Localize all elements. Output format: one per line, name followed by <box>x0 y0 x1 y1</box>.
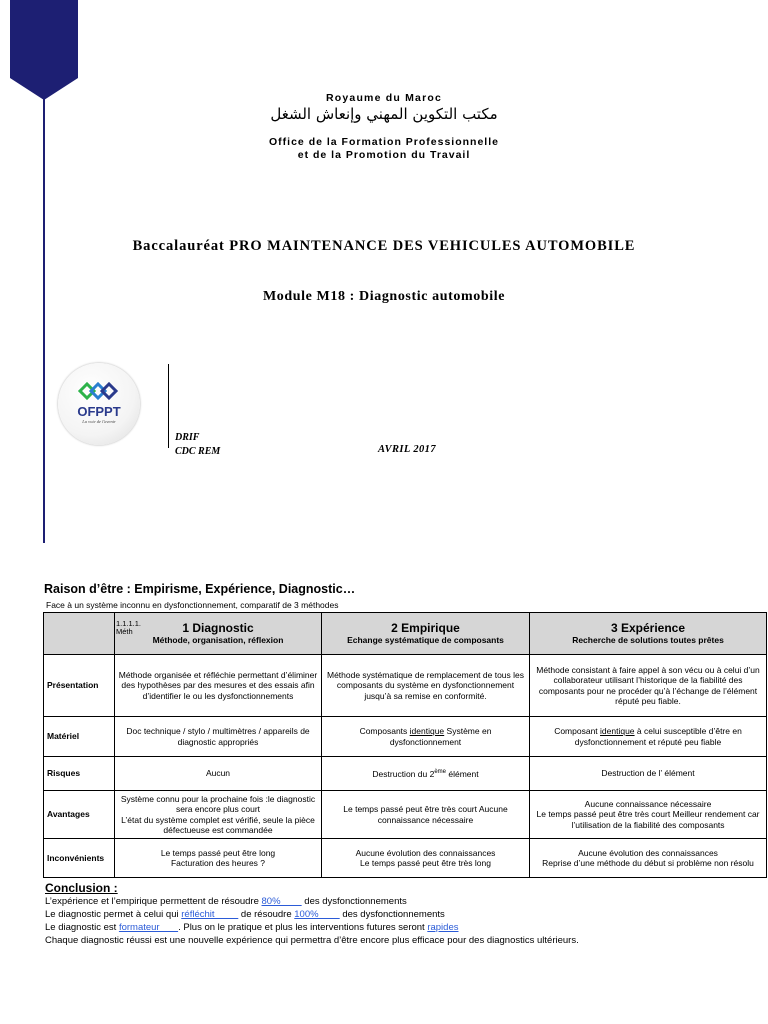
row-label-presentation: Présentation <box>44 655 115 717</box>
ofppt-logo-icon <box>78 381 120 401</box>
cell-text: Aucune évolution des connaissances <box>578 847 718 858</box>
corner-line-2: Méth <box>116 627 133 636</box>
logo-tagline: La voie de l'avenir <box>82 419 116 424</box>
bookmark-ribbon <box>10 0 78 100</box>
column-header-diagnostic <box>115 613 322 655</box>
table-cell <box>115 791 322 839</box>
column-subtitle: Echange systématique de composants <box>347 635 504 646</box>
fill-in-answer: 100% <box>294 909 340 920</box>
cell-underlined: identique <box>409 726 445 736</box>
cell-text: Aucune évolution des connaissances <box>355 847 496 858</box>
vertical-separator <box>168 364 169 448</box>
table-cell <box>530 839 767 878</box>
conclusion-text: des dysfonctionnements <box>339 909 445 920</box>
table-cell <box>322 717 530 757</box>
column-subtitle: Recherche de solutions toutes prêtes <box>572 635 724 646</box>
logo-text: OFPPT <box>77 404 121 419</box>
table-row <box>44 655 767 717</box>
table-row <box>44 839 767 878</box>
cell-text: Système en dysfonctionnement <box>389 726 492 747</box>
conclusion-line-3 <box>45 922 459 933</box>
conclusion-line-1 <box>45 896 407 907</box>
column-header-empirique <box>322 613 530 655</box>
cell-text: Composant <box>554 726 601 736</box>
conclusion-text: Le diagnostic est <box>45 922 119 933</box>
column-header-experience <box>530 613 767 655</box>
module-title: Module M18 : Diagnostic automobile <box>262 289 506 304</box>
section-heading: Raison d’être : Empirisme, Expérience, Diagnostic… <box>44 582 356 596</box>
table-cell: Destruction de l’ élément <box>530 757 767 791</box>
column-title: 1 Diagnostic <box>182 621 254 636</box>
column-subtitle: Méthode, organisation, réflexion <box>152 635 284 646</box>
cell-text: Aucune connaissance nécessaire <box>584 798 712 809</box>
document-title: Baccalauréat PRO MAINTENANCE DES VEHICULES AUTOMOBILE <box>132 238 636 254</box>
cell-text: à celui susceptible d’être en dysfonctionnement et réputé peu fiable <box>574 726 742 747</box>
cell-text: L’état du système complet est vérifié, seule la pièce défectueuse est commandée <box>121 814 315 835</box>
table-cell <box>322 839 530 878</box>
table-cell <box>530 791 767 839</box>
margin-line <box>43 98 45 543</box>
table-cell: Méthode consistant à faire appel à son vécu ou à celui d’un collaborateur utilisant l’historique de la fiabilité des composants pour ne procéder qu’à l’échange de l’élément réputé peu fiable. <box>530 655 767 717</box>
fill-in-answer: rapides <box>427 922 459 933</box>
table-header-row <box>44 613 767 655</box>
office-line-1: Office de la Formation Professionnelle <box>269 136 499 148</box>
table-cell: Doc technique / stylo / multimètres / appareils de diagnostic appropriés <box>115 717 322 757</box>
cdc-label: CDC REM <box>175 446 221 457</box>
cell-text: Le temps passé peut être long <box>160 847 276 858</box>
drif-label: DRIF <box>175 432 200 443</box>
table-cell: Méthode systématique de remplacement de tous les composants du système en dysfonctionnement jusqu’à sa remise en conformité. <box>322 655 530 717</box>
conclusion-text: . Plus on le pratique et plus les interventions futures seront <box>178 922 428 933</box>
office-line-2: et de la Promotion du Travail <box>297 149 471 161</box>
table-cell <box>530 717 767 757</box>
ofppt-logo <box>58 363 140 445</box>
row-label-materiel: Matériel <box>44 717 115 757</box>
conclusion-line-2 <box>45 909 445 920</box>
cell-superscript: ème <box>434 769 446 776</box>
fill-in-answer: formateur <box>118 922 179 933</box>
cell-text: élément <box>445 769 479 780</box>
corner-cell <box>44 613 142 655</box>
cell-text: Destruction du 2 <box>372 769 435 780</box>
conclusion-text: L’expérience et l’empirique permettent de résoudre <box>45 896 262 907</box>
conclusion-line-4: Chaque diagnostic réussi est une nouvelle expérience qui permettra d’être encore plus efficace pour des diagnostics ultérieurs. <box>45 935 579 946</box>
comparison-table <box>43 612 767 878</box>
table-row <box>44 791 767 839</box>
corner-line-1: 1.1.1.1. <box>116 619 142 628</box>
conclusion-text: de résoudre <box>238 909 295 920</box>
kingdom-label: Royaume du Maroc <box>325 92 443 104</box>
org-block <box>175 431 220 459</box>
row-label-inconvenients: Inconvénients <box>44 839 115 878</box>
section-intro: Face à un système inconnu en dysfonctionnement, comparatif de 3 méthodes <box>46 600 339 610</box>
table-cell: Le temps passé peut être très court Aucune connaissance nécessaire <box>322 791 530 839</box>
cell-underlined: identique <box>600 726 635 736</box>
cell-text: Reprise d’une méthode du début si problème non résolu <box>542 858 754 868</box>
column-title: 2 Empirique <box>391 621 460 636</box>
date-label: AVRIL 2017 <box>378 444 436 455</box>
cell-text: Système connu pour la prochaine fois :le diagnostic sera encore plus court <box>120 793 316 814</box>
conclusion-text: Le diagnostic permet à celui qui <box>45 909 182 920</box>
arabic-office-name: مكتب التكوين المهني وإنعاش الشغل <box>270 105 498 123</box>
table-row <box>44 757 767 791</box>
conclusion-text: des dysfonctionnements <box>301 896 407 907</box>
table-row <box>44 717 767 757</box>
fill-in-answer: réfléchit <box>181 909 239 920</box>
cell-text: Le temps passé peut être très long <box>360 858 491 868</box>
column-title: 3 Expérience <box>610 621 686 636</box>
row-label-risques: Risques <box>44 757 115 791</box>
fill-in-answer: 80% <box>261 896 302 907</box>
table-cell <box>115 839 322 878</box>
table-cell <box>322 757 530 791</box>
row-label-avantages: Avantages <box>44 791 115 839</box>
cell-text: Le temps passé peut être très court Meilleur rendement car l’utilisation de la fiabilité des composants <box>536 809 760 830</box>
corner-numbering <box>116 620 141 636</box>
table-cell: Méthode organisée et réfléchie permettant d’éliminer des hypothèses par des mesures et des essais afin d’identifier le ou les dysfonctionnements <box>115 655 322 717</box>
conclusion-title: Conclusion : <box>45 881 118 895</box>
cell-text: Facturation des heures ? <box>170 858 266 868</box>
office-name <box>0 136 768 162</box>
table-cell: Aucun <box>115 757 322 791</box>
cell-text: Composants <box>359 726 410 736</box>
